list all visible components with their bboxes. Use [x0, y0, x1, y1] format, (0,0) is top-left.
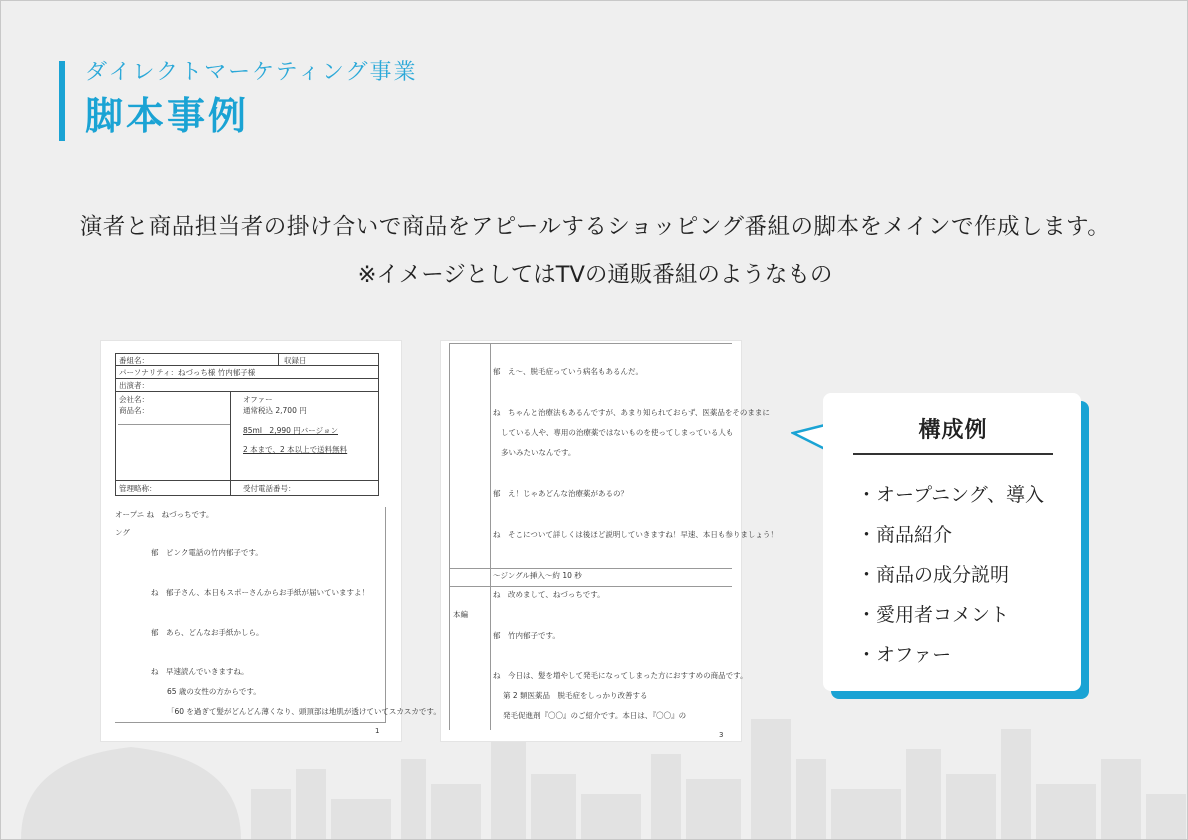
page-title: 脚本事例: [85, 94, 250, 138]
list-item: ・ 愛用者コメント: [857, 599, 1044, 639]
script-line: ング: [115, 528, 130, 537]
description-line-2: ※イメージとしてはTVの通販番組のようなもの: [357, 262, 833, 288]
script-line: 郁 あら、どんなお手紙かしら。: [151, 628, 264, 637]
page-number: 3: [719, 731, 724, 739]
script-page-1: [101, 341, 441, 741]
title-block: [59, 61, 417, 141]
script-section-label: 本編: [453, 610, 468, 619]
offer-version: 85ml 2,990 円バージョン: [243, 426, 338, 435]
script-line: ね ちゃんと治療法もあるんですが、あまり知られておらず、医薬品をそのままに: [493, 408, 770, 417]
offer-shipping: 2 本まで、2 本以上で送料無料: [243, 445, 348, 454]
description-line-1: 演者と商品担当者の掛け合いで商品をアピールするショッピング番組の脚本をメインで作成します。: [79, 214, 1111, 240]
offer-price: 通常税込 2,700 円: [243, 406, 307, 415]
composition-list: [857, 479, 1044, 679]
list-item: ・ オファー: [857, 639, 1044, 679]
script-line: ね 今日は、髪を増やして発毛になってしまった方におすすめの商品です。: [493, 671, 748, 680]
script-line: ね そこについて詳しくは後ほど説明していきますね！早速、本日も参りましょう！: [493, 530, 778, 539]
script-line: 「60 を過ぎて髪がどんどん薄くなり、頭頂部は地肌が透けていてスカスカです。: [167, 707, 441, 716]
script-line: オープニ ね ねづっちです。: [115, 510, 214, 519]
script-page-2: [441, 341, 778, 741]
performers-label: 出演者：: [119, 381, 149, 390]
script-line: ね 郁子さん、本日もスポーさんからお手紙が届いていますよ！: [151, 588, 369, 597]
list-item: ・ オープニング、導入: [857, 479, 1044, 519]
offer-label: オファー: [243, 395, 273, 404]
script-line: 多いみたいなんです。: [501, 448, 576, 457]
list-item: ・ 商品の成分説明: [857, 559, 1044, 599]
script-header-table: [115, 353, 379, 496]
list-item: ・ 商品紹介: [857, 519, 1044, 559]
script-line: 65 歳の女性の方からです。: [167, 687, 261, 696]
callout-title: 構成例: [918, 418, 988, 443]
script-line: 第 2 類医薬品 脱毛症をしっかり改善する: [503, 691, 648, 700]
manager-label: 管理略称：: [119, 484, 157, 493]
script-line: 発毛促進剤『〇〇』のご紹介です。本日は、『〇〇』の: [503, 711, 687, 720]
script-line: 郁 竹内郁子です。: [493, 631, 560, 640]
script-line: ね 改めまして、ねづっちです。: [493, 590, 605, 599]
program-label: 番組名：: [119, 356, 149, 365]
company-label: 会社名：: [119, 395, 149, 404]
script-line: 郁 ピンク電話の竹内郁子です。: [151, 548, 263, 557]
script-line: ね 早速読んでいきますね。: [151, 667, 249, 676]
script-line: ～ジングル挿入～約 10 秒: [493, 571, 582, 580]
product-label: 商品名：: [119, 406, 149, 415]
script-line: 郁 え！じゃあどんな治療薬があるの？: [493, 489, 628, 498]
callout-divider: [853, 453, 1053, 455]
phone-label: 受付電話番号：: [243, 484, 296, 493]
recording-date-label: 収録日: [284, 356, 307, 365]
section-subtitle: ダイレクトマーケティング事業: [85, 60, 418, 85]
script-line: 郁 え～、脱毛症っていう病名もあるんだ。: [493, 367, 643, 376]
personality-text: パーソナリティ：ねづっち様 竹内郁子様: [119, 368, 256, 377]
page-number: 1: [375, 727, 380, 735]
script-line: している人や、専用の治療薬ではないものを使ってしまっている人も: [501, 428, 734, 437]
